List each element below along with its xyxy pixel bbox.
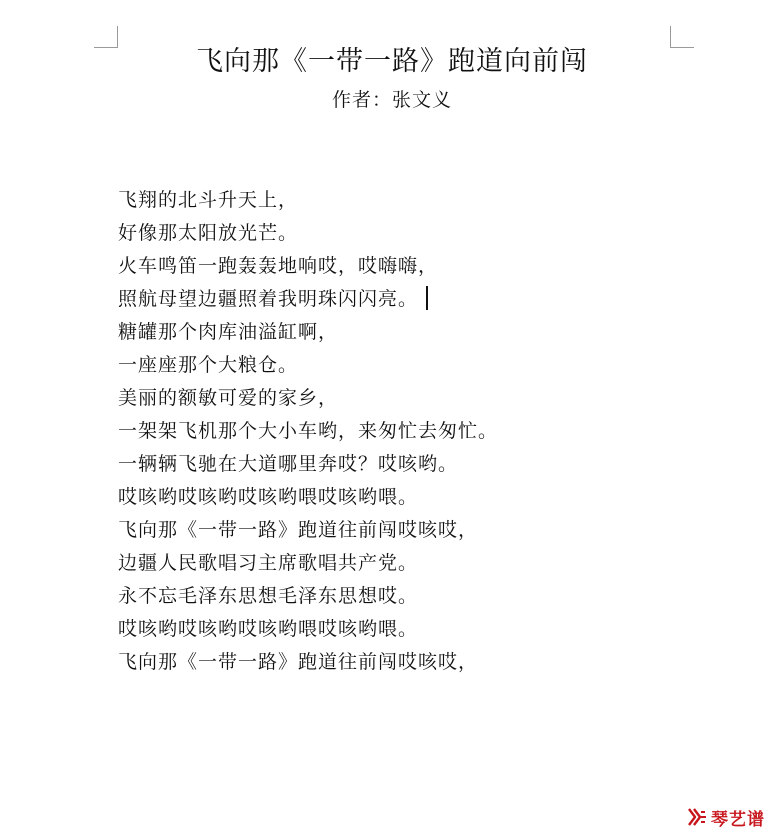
poem-line[interactable] bbox=[118, 382, 678, 415]
poem-line-text: 美丽的额敏可爱的家乡， bbox=[118, 387, 339, 409]
piano-logo-icon bbox=[686, 806, 708, 828]
poem-line[interactable] bbox=[118, 514, 678, 547]
poem-line-text: 糖罐那个肉库油溢缸啊， bbox=[118, 321, 339, 343]
poem-line[interactable] bbox=[118, 250, 678, 283]
watermark-logo bbox=[686, 804, 765, 830]
poem-line-text: 边疆人民歌唱习主席歌唱共产党。 bbox=[118, 552, 419, 574]
poem-line-text: 好像那太阳放光芒。 bbox=[118, 222, 299, 244]
poem-line[interactable] bbox=[118, 415, 678, 448]
poem-line-text: 照航母望边疆照着我明珠闪闪亮。 bbox=[118, 288, 419, 310]
poem-line-text: 飞向那《一带一路》跑道往前闯哎咳哎， bbox=[118, 519, 479, 541]
poem-line-text: 哎咳哟哎咳哟哎咳哟喂哎咳哟喂。 bbox=[118, 618, 419, 640]
text-cursor bbox=[426, 286, 428, 310]
author-line: 作者：张文义 bbox=[331, 89, 452, 111]
poem-line[interactable] bbox=[118, 646, 678, 679]
poem-line[interactable] bbox=[118, 613, 678, 646]
poem-line-text: 一座座那个大粮仓。 bbox=[118, 354, 299, 376]
poem-line-text: 永不忘毛泽东思想毛泽东思想哎。 bbox=[118, 585, 419, 607]
poem-line[interactable] bbox=[118, 349, 678, 382]
poem-line[interactable] bbox=[118, 580, 678, 613]
poem-line[interactable] bbox=[118, 283, 678, 316]
poem-line[interactable] bbox=[118, 481, 678, 514]
poem-line-text: 一辆辆飞驰在大道哪里奔哎？哎咳哟。 bbox=[118, 453, 459, 475]
poem-line-text: 火车鸣笛一跑轰轰地响哎，哎嗨嗨， bbox=[118, 255, 439, 277]
poem-line-text: 一架架飞机那个大小车哟，来匆忙去匆忙。 bbox=[118, 420, 499, 442]
document-title: 飞向那《一带一路》跑道向前闯 bbox=[196, 46, 588, 77]
poem-line[interactable] bbox=[118, 316, 678, 349]
poem-line[interactable] bbox=[118, 448, 678, 481]
poem-line-text: 飞向那《一带一路》跑道往前闯哎咳哎， bbox=[118, 651, 479, 673]
poem-line[interactable] bbox=[118, 184, 678, 217]
poem-line-text: 哎咳哟哎咳哟哎咳哟喂哎咳哟喂。 bbox=[118, 486, 419, 508]
poem-line[interactable] bbox=[118, 217, 678, 250]
poem-line[interactable] bbox=[118, 547, 678, 580]
watermark-text: 琴艺谱 bbox=[711, 809, 765, 830]
poem-line-text: 飞翔的北斗升天上， bbox=[118, 189, 299, 211]
poem-body[interactable] bbox=[118, 184, 678, 679]
